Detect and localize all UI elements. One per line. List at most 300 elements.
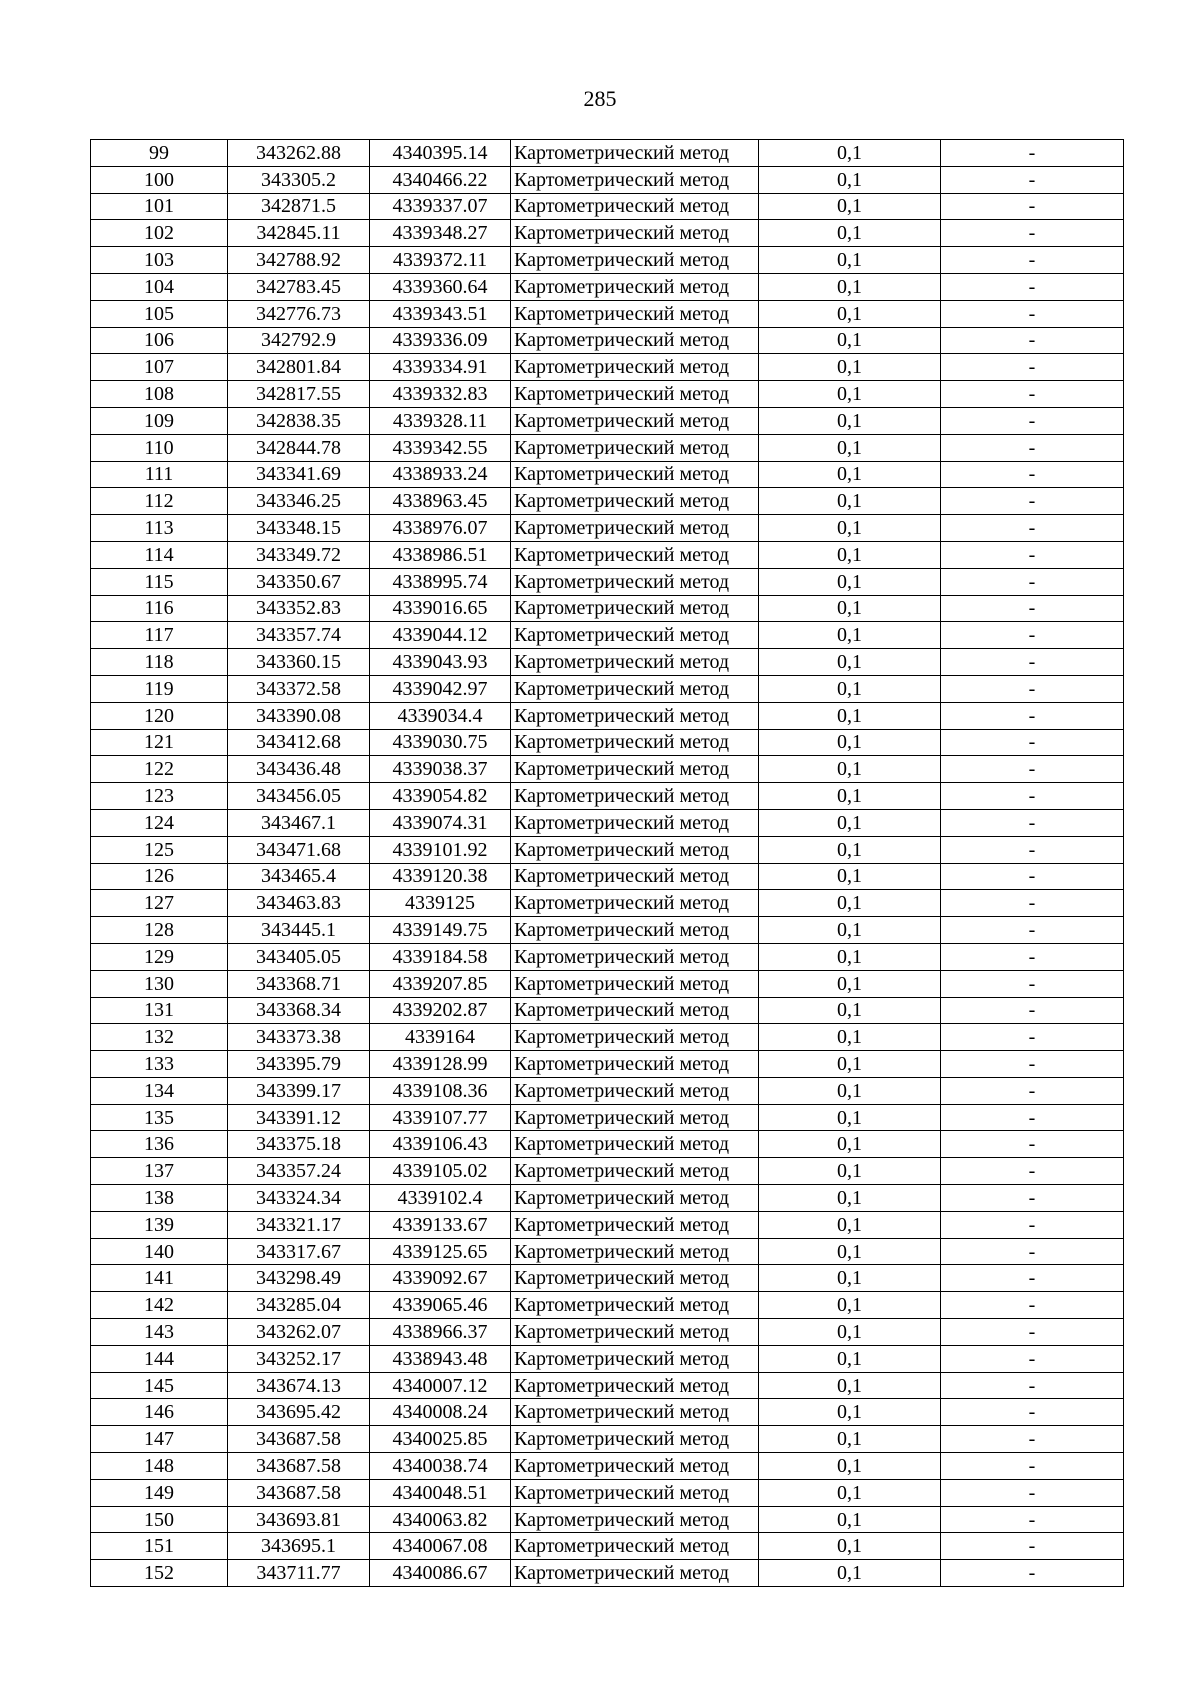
x-coordinate-cell: 343252.17 xyxy=(228,1345,370,1372)
y-coordinate-cell: 4339348.27 xyxy=(370,220,511,247)
point-number-cell: 144 xyxy=(91,1345,228,1372)
note-cell: - xyxy=(941,568,1124,595)
note-cell: - xyxy=(941,1238,1124,1265)
method-cell: Картометрический метод xyxy=(511,1292,759,1319)
point-number-cell: 120 xyxy=(91,702,228,729)
x-coordinate-cell: 343348.15 xyxy=(228,515,370,542)
accuracy-cell: 0,1 xyxy=(759,1024,941,1051)
method-cell: Картометрический метод xyxy=(511,1319,759,1346)
y-coordinate-cell: 4339105.02 xyxy=(370,1158,511,1185)
method-cell: Картометрический метод xyxy=(511,729,759,756)
note-cell: - xyxy=(941,327,1124,354)
y-coordinate-cell: 4340007.12 xyxy=(370,1372,511,1399)
y-coordinate-cell: 4339149.75 xyxy=(370,917,511,944)
table-row xyxy=(91,595,1124,622)
accuracy-cell: 0,1 xyxy=(759,1265,941,1292)
x-coordinate-cell: 342788.92 xyxy=(228,247,370,274)
table-row xyxy=(91,1024,1124,1051)
table-row xyxy=(91,809,1124,836)
table-row xyxy=(91,1211,1124,1238)
point-number-cell: 112 xyxy=(91,488,228,515)
table-row xyxy=(91,1345,1124,1372)
x-coordinate-cell: 343405.05 xyxy=(228,943,370,970)
method-cell: Картометрический метод xyxy=(511,1211,759,1238)
method-cell: Картометрический метод xyxy=(511,381,759,408)
accuracy-cell: 0,1 xyxy=(759,1158,941,1185)
table-row xyxy=(91,863,1124,890)
y-coordinate-cell: 4339108.36 xyxy=(370,1077,511,1104)
y-coordinate-cell: 4340086.67 xyxy=(370,1560,511,1587)
y-coordinate-cell: 4339034.4 xyxy=(370,702,511,729)
accuracy-cell: 0,1 xyxy=(759,1506,941,1533)
coordinates-table xyxy=(90,139,1124,1587)
point-number-cell: 113 xyxy=(91,515,228,542)
note-cell: - xyxy=(941,1024,1124,1051)
table-row xyxy=(91,1399,1124,1426)
method-cell: Картометрический метод xyxy=(511,1051,759,1078)
table-row xyxy=(91,836,1124,863)
table-row xyxy=(91,461,1124,488)
method-cell: Картометрический метод xyxy=(511,863,759,890)
point-number-cell: 134 xyxy=(91,1077,228,1104)
note-cell: - xyxy=(941,461,1124,488)
y-coordinate-cell: 4340025.85 xyxy=(370,1426,511,1453)
table-row xyxy=(91,381,1124,408)
table-row xyxy=(91,1533,1124,1560)
table-row xyxy=(91,1426,1124,1453)
point-number-cell: 108 xyxy=(91,381,228,408)
y-coordinate-cell: 4340067.08 xyxy=(370,1533,511,1560)
accuracy-cell: 0,1 xyxy=(759,515,941,542)
x-coordinate-cell: 343695.1 xyxy=(228,1533,370,1560)
point-number-cell: 129 xyxy=(91,943,228,970)
accuracy-cell: 0,1 xyxy=(759,273,941,300)
x-coordinate-cell: 342845.11 xyxy=(228,220,370,247)
point-number-cell: 102 xyxy=(91,220,228,247)
table-row xyxy=(91,1479,1124,1506)
method-cell: Картометрический метод xyxy=(511,166,759,193)
accuracy-cell: 0,1 xyxy=(759,595,941,622)
y-coordinate-cell: 4339106.43 xyxy=(370,1131,511,1158)
y-coordinate-cell: 4339336.09 xyxy=(370,327,511,354)
y-coordinate-cell: 4339207.85 xyxy=(370,970,511,997)
note-cell: - xyxy=(941,220,1124,247)
y-coordinate-cell: 4339328.11 xyxy=(370,407,511,434)
table-row xyxy=(91,622,1124,649)
note-cell: - xyxy=(941,1506,1124,1533)
accuracy-cell: 0,1 xyxy=(759,1131,941,1158)
note-cell: - xyxy=(941,836,1124,863)
method-cell: Картометрический метод xyxy=(511,1131,759,1158)
accuracy-cell: 0,1 xyxy=(759,300,941,327)
accuracy-cell: 0,1 xyxy=(759,1185,941,1212)
note-cell: - xyxy=(941,729,1124,756)
accuracy-cell: 0,1 xyxy=(759,1426,941,1453)
table-row xyxy=(91,541,1124,568)
accuracy-cell: 0,1 xyxy=(759,729,941,756)
accuracy-cell: 0,1 xyxy=(759,407,941,434)
point-number-cell: 135 xyxy=(91,1104,228,1131)
note-cell: - xyxy=(941,1265,1124,1292)
x-coordinate-cell: 343463.83 xyxy=(228,890,370,917)
x-coordinate-cell: 343445.1 xyxy=(228,917,370,944)
x-coordinate-cell: 343352.83 xyxy=(228,595,370,622)
accuracy-cell: 0,1 xyxy=(759,1238,941,1265)
x-coordinate-cell: 343375.18 xyxy=(228,1131,370,1158)
point-number-cell: 137 xyxy=(91,1158,228,1185)
accuracy-cell: 0,1 xyxy=(759,140,941,167)
method-cell: Картометрический метод xyxy=(511,1399,759,1426)
table-row xyxy=(91,434,1124,461)
table-row xyxy=(91,1104,1124,1131)
method-cell: Картометрический метод xyxy=(511,675,759,702)
x-coordinate-cell: 343687.58 xyxy=(228,1426,370,1453)
y-coordinate-cell: 4339043.93 xyxy=(370,649,511,676)
point-number-cell: 128 xyxy=(91,917,228,944)
method-cell: Картометрический метод xyxy=(511,541,759,568)
x-coordinate-cell: 343372.58 xyxy=(228,675,370,702)
note-cell: - xyxy=(941,1104,1124,1131)
x-coordinate-cell: 343346.25 xyxy=(228,488,370,515)
method-cell: Картометрический метод xyxy=(511,488,759,515)
method-cell: Картометрический метод xyxy=(511,1185,759,1212)
point-number-cell: 126 xyxy=(91,863,228,890)
method-cell: Картометрический метод xyxy=(511,917,759,944)
method-cell: Картометрический метод xyxy=(511,515,759,542)
x-coordinate-cell: 342783.45 xyxy=(228,273,370,300)
method-cell: Картометрический метод xyxy=(511,649,759,676)
table-row xyxy=(91,943,1124,970)
note-cell: - xyxy=(941,997,1124,1024)
accuracy-cell: 0,1 xyxy=(759,917,941,944)
accuracy-cell: 0,1 xyxy=(759,997,941,1024)
note-cell: - xyxy=(941,434,1124,461)
table-row xyxy=(91,273,1124,300)
x-coordinate-cell: 342817.55 xyxy=(228,381,370,408)
table-row xyxy=(91,729,1124,756)
method-cell: Картометрический метод xyxy=(511,1533,759,1560)
table-row xyxy=(91,890,1124,917)
y-coordinate-cell: 4339101.92 xyxy=(370,836,511,863)
y-coordinate-cell: 4339184.58 xyxy=(370,943,511,970)
x-coordinate-cell: 343390.08 xyxy=(228,702,370,729)
method-cell: Картометрический метод xyxy=(511,756,759,783)
method-cell: Картометрический метод xyxy=(511,568,759,595)
table-row xyxy=(91,783,1124,810)
accuracy-cell: 0,1 xyxy=(759,1104,941,1131)
accuracy-cell: 0,1 xyxy=(759,1372,941,1399)
accuracy-cell: 0,1 xyxy=(759,381,941,408)
y-coordinate-cell: 4338966.37 xyxy=(370,1319,511,1346)
accuracy-cell: 0,1 xyxy=(759,970,941,997)
note-cell: - xyxy=(941,354,1124,381)
method-cell: Картометрический метод xyxy=(511,327,759,354)
point-number-cell: 123 xyxy=(91,783,228,810)
note-cell: - xyxy=(941,407,1124,434)
accuracy-cell: 0,1 xyxy=(759,1319,941,1346)
y-coordinate-cell: 4338976.07 xyxy=(370,515,511,542)
method-cell: Картометрический метод xyxy=(511,461,759,488)
note-cell: - xyxy=(941,247,1124,274)
accuracy-cell: 0,1 xyxy=(759,568,941,595)
accuracy-cell: 0,1 xyxy=(759,327,941,354)
method-cell: Картометрический метод xyxy=(511,354,759,381)
y-coordinate-cell: 4338933.24 xyxy=(370,461,511,488)
method-cell: Картометрический метод xyxy=(511,1024,759,1051)
note-cell: - xyxy=(941,1211,1124,1238)
table-row xyxy=(91,1051,1124,1078)
note-cell: - xyxy=(941,1426,1124,1453)
point-number-cell: 140 xyxy=(91,1238,228,1265)
method-cell: Картометрический метод xyxy=(511,247,759,274)
note-cell: - xyxy=(941,1479,1124,1506)
x-coordinate-cell: 343399.17 xyxy=(228,1077,370,1104)
accuracy-cell: 0,1 xyxy=(759,863,941,890)
method-cell: Картометрический метод xyxy=(511,434,759,461)
accuracy-cell: 0,1 xyxy=(759,1292,941,1319)
x-coordinate-cell: 343695.42 xyxy=(228,1399,370,1426)
x-coordinate-cell: 343693.81 xyxy=(228,1506,370,1533)
table-row xyxy=(91,220,1124,247)
note-cell: - xyxy=(941,515,1124,542)
x-coordinate-cell: 343360.15 xyxy=(228,649,370,676)
note-cell: - xyxy=(941,863,1124,890)
accuracy-cell: 0,1 xyxy=(759,541,941,568)
y-coordinate-cell: 4339092.67 xyxy=(370,1265,511,1292)
x-coordinate-cell: 343357.74 xyxy=(228,622,370,649)
y-coordinate-cell: 4339038.37 xyxy=(370,756,511,783)
y-coordinate-cell: 4339332.83 xyxy=(370,381,511,408)
x-coordinate-cell: 342844.78 xyxy=(228,434,370,461)
accuracy-cell: 0,1 xyxy=(759,756,941,783)
table-row xyxy=(91,997,1124,1024)
y-coordinate-cell: 4339042.97 xyxy=(370,675,511,702)
point-number-cell: 143 xyxy=(91,1319,228,1346)
x-coordinate-cell: 342792.9 xyxy=(228,327,370,354)
method-cell: Картометрический метод xyxy=(511,622,759,649)
accuracy-cell: 0,1 xyxy=(759,354,941,381)
y-coordinate-cell: 4339342.55 xyxy=(370,434,511,461)
x-coordinate-cell: 343298.49 xyxy=(228,1265,370,1292)
table-row xyxy=(91,649,1124,676)
y-coordinate-cell: 4339202.87 xyxy=(370,997,511,1024)
y-coordinate-cell: 4339125.65 xyxy=(370,1238,511,1265)
table-row xyxy=(91,675,1124,702)
point-number-cell: 99 xyxy=(91,140,228,167)
y-coordinate-cell: 4339107.77 xyxy=(370,1104,511,1131)
x-coordinate-cell: 343368.34 xyxy=(228,997,370,1024)
note-cell: - xyxy=(941,649,1124,676)
x-coordinate-cell: 343357.24 xyxy=(228,1158,370,1185)
note-cell: - xyxy=(941,809,1124,836)
y-coordinate-cell: 4339102.4 xyxy=(370,1185,511,1212)
point-number-cell: 109 xyxy=(91,407,228,434)
point-number-cell: 122 xyxy=(91,756,228,783)
point-number-cell: 115 xyxy=(91,568,228,595)
y-coordinate-cell: 4340038.74 xyxy=(370,1453,511,1480)
point-number-cell: 145 xyxy=(91,1372,228,1399)
y-coordinate-cell: 4338986.51 xyxy=(370,541,511,568)
table-row xyxy=(91,166,1124,193)
method-cell: Картометрический метод xyxy=(511,836,759,863)
method-cell: Картометрический метод xyxy=(511,595,759,622)
table-row xyxy=(91,1158,1124,1185)
note-cell: - xyxy=(941,273,1124,300)
table-row xyxy=(91,1238,1124,1265)
note-cell: - xyxy=(941,756,1124,783)
note-cell: - xyxy=(941,381,1124,408)
y-coordinate-cell: 4338943.48 xyxy=(370,1345,511,1372)
x-coordinate-cell: 343373.38 xyxy=(228,1024,370,1051)
note-cell: - xyxy=(941,1185,1124,1212)
point-number-cell: 127 xyxy=(91,890,228,917)
note-cell: - xyxy=(941,140,1124,167)
x-coordinate-cell: 343341.69 xyxy=(228,461,370,488)
point-number-cell: 106 xyxy=(91,327,228,354)
x-coordinate-cell: 343395.79 xyxy=(228,1051,370,1078)
point-number-cell: 107 xyxy=(91,354,228,381)
note-cell: - xyxy=(941,1372,1124,1399)
note-cell: - xyxy=(941,193,1124,220)
note-cell: - xyxy=(941,1051,1124,1078)
table-row xyxy=(91,1292,1124,1319)
point-number-cell: 142 xyxy=(91,1292,228,1319)
y-coordinate-cell: 4339044.12 xyxy=(370,622,511,649)
x-coordinate-cell: 343465.4 xyxy=(228,863,370,890)
note-cell: - xyxy=(941,541,1124,568)
point-number-cell: 111 xyxy=(91,461,228,488)
method-cell: Картометрический метод xyxy=(511,193,759,220)
x-coordinate-cell: 343350.67 xyxy=(228,568,370,595)
method-cell: Картометрический метод xyxy=(511,1372,759,1399)
table-row xyxy=(91,1131,1124,1158)
accuracy-cell: 0,1 xyxy=(759,1560,941,1587)
point-number-cell: 136 xyxy=(91,1131,228,1158)
note-cell: - xyxy=(941,943,1124,970)
point-number-cell: 152 xyxy=(91,1560,228,1587)
y-coordinate-cell: 4339065.46 xyxy=(370,1292,511,1319)
point-number-cell: 110 xyxy=(91,434,228,461)
y-coordinate-cell: 4339125 xyxy=(370,890,511,917)
coordinates-table-body xyxy=(91,140,1124,1587)
note-cell: - xyxy=(941,890,1124,917)
accuracy-cell: 0,1 xyxy=(759,943,941,970)
x-coordinate-cell: 343456.05 xyxy=(228,783,370,810)
y-coordinate-cell: 4339074.31 xyxy=(370,809,511,836)
point-number-cell: 150 xyxy=(91,1506,228,1533)
point-number-cell: 104 xyxy=(91,273,228,300)
note-cell: - xyxy=(941,1399,1124,1426)
table-row xyxy=(91,247,1124,274)
note-cell: - xyxy=(941,702,1124,729)
accuracy-cell: 0,1 xyxy=(759,1533,941,1560)
note-cell: - xyxy=(941,488,1124,515)
method-cell: Картометрический метод xyxy=(511,220,759,247)
x-coordinate-cell: 343262.88 xyxy=(228,140,370,167)
accuracy-cell: 0,1 xyxy=(759,193,941,220)
note-cell: - xyxy=(941,1292,1124,1319)
table-row xyxy=(91,488,1124,515)
table-row xyxy=(91,300,1124,327)
x-coordinate-cell: 343687.58 xyxy=(228,1453,370,1480)
point-number-cell: 148 xyxy=(91,1453,228,1480)
method-cell: Картометрический метод xyxy=(511,943,759,970)
x-coordinate-cell: 343674.13 xyxy=(228,1372,370,1399)
accuracy-cell: 0,1 xyxy=(759,836,941,863)
table-row xyxy=(91,970,1124,997)
table-row xyxy=(91,756,1124,783)
method-cell: Картометрический метод xyxy=(511,1426,759,1453)
method-cell: Картометрический метод xyxy=(511,300,759,327)
y-coordinate-cell: 4339334.91 xyxy=(370,354,511,381)
y-coordinate-cell: 4339337.07 xyxy=(370,193,511,220)
y-coordinate-cell: 4339120.38 xyxy=(370,863,511,890)
note-cell: - xyxy=(941,1560,1124,1587)
x-coordinate-cell: 343391.12 xyxy=(228,1104,370,1131)
y-coordinate-cell: 4339343.51 xyxy=(370,300,511,327)
table-row xyxy=(91,1453,1124,1480)
accuracy-cell: 0,1 xyxy=(759,247,941,274)
method-cell: Картометрический метод xyxy=(511,273,759,300)
note-cell: - xyxy=(941,1077,1124,1104)
table-row xyxy=(91,1265,1124,1292)
y-coordinate-cell: 4340048.51 xyxy=(370,1479,511,1506)
point-number-cell: 151 xyxy=(91,1533,228,1560)
method-cell: Картометрический метод xyxy=(511,1158,759,1185)
table-row xyxy=(91,1185,1124,1212)
x-coordinate-cell: 343324.34 xyxy=(228,1185,370,1212)
method-cell: Картометрический метод xyxy=(511,1479,759,1506)
y-coordinate-cell: 4340466.22 xyxy=(370,166,511,193)
table-row xyxy=(91,193,1124,220)
table-row xyxy=(91,327,1124,354)
y-coordinate-cell: 4339372.11 xyxy=(370,247,511,274)
point-number-cell: 149 xyxy=(91,1479,228,1506)
method-cell: Картометрический метод xyxy=(511,783,759,810)
point-number-cell: 131 xyxy=(91,997,228,1024)
accuracy-cell: 0,1 xyxy=(759,702,941,729)
accuracy-cell: 0,1 xyxy=(759,220,941,247)
y-coordinate-cell: 4339016.65 xyxy=(370,595,511,622)
x-coordinate-cell: 343262.07 xyxy=(228,1319,370,1346)
note-cell: - xyxy=(941,1345,1124,1372)
y-coordinate-cell: 4338995.74 xyxy=(370,568,511,595)
x-coordinate-cell: 342838.35 xyxy=(228,407,370,434)
point-number-cell: 101 xyxy=(91,193,228,220)
y-coordinate-cell: 4339128.99 xyxy=(370,1051,511,1078)
x-coordinate-cell: 343321.17 xyxy=(228,1211,370,1238)
note-cell: - xyxy=(941,300,1124,327)
point-number-cell: 147 xyxy=(91,1426,228,1453)
x-coordinate-cell: 343436.48 xyxy=(228,756,370,783)
point-number-cell: 100 xyxy=(91,166,228,193)
accuracy-cell: 0,1 xyxy=(759,675,941,702)
x-coordinate-cell: 343305.2 xyxy=(228,166,370,193)
accuracy-cell: 0,1 xyxy=(759,783,941,810)
method-cell: Картометрический метод xyxy=(511,1265,759,1292)
y-coordinate-cell: 4339360.64 xyxy=(370,273,511,300)
note-cell: - xyxy=(941,917,1124,944)
x-coordinate-cell: 342776.73 xyxy=(228,300,370,327)
table-row xyxy=(91,1560,1124,1587)
table-row xyxy=(91,1077,1124,1104)
point-number-cell: 121 xyxy=(91,729,228,756)
point-number-cell: 130 xyxy=(91,970,228,997)
table-row xyxy=(91,407,1124,434)
point-number-cell: 133 xyxy=(91,1051,228,1078)
point-number-cell: 105 xyxy=(91,300,228,327)
method-cell: Картометрический метод xyxy=(511,890,759,917)
